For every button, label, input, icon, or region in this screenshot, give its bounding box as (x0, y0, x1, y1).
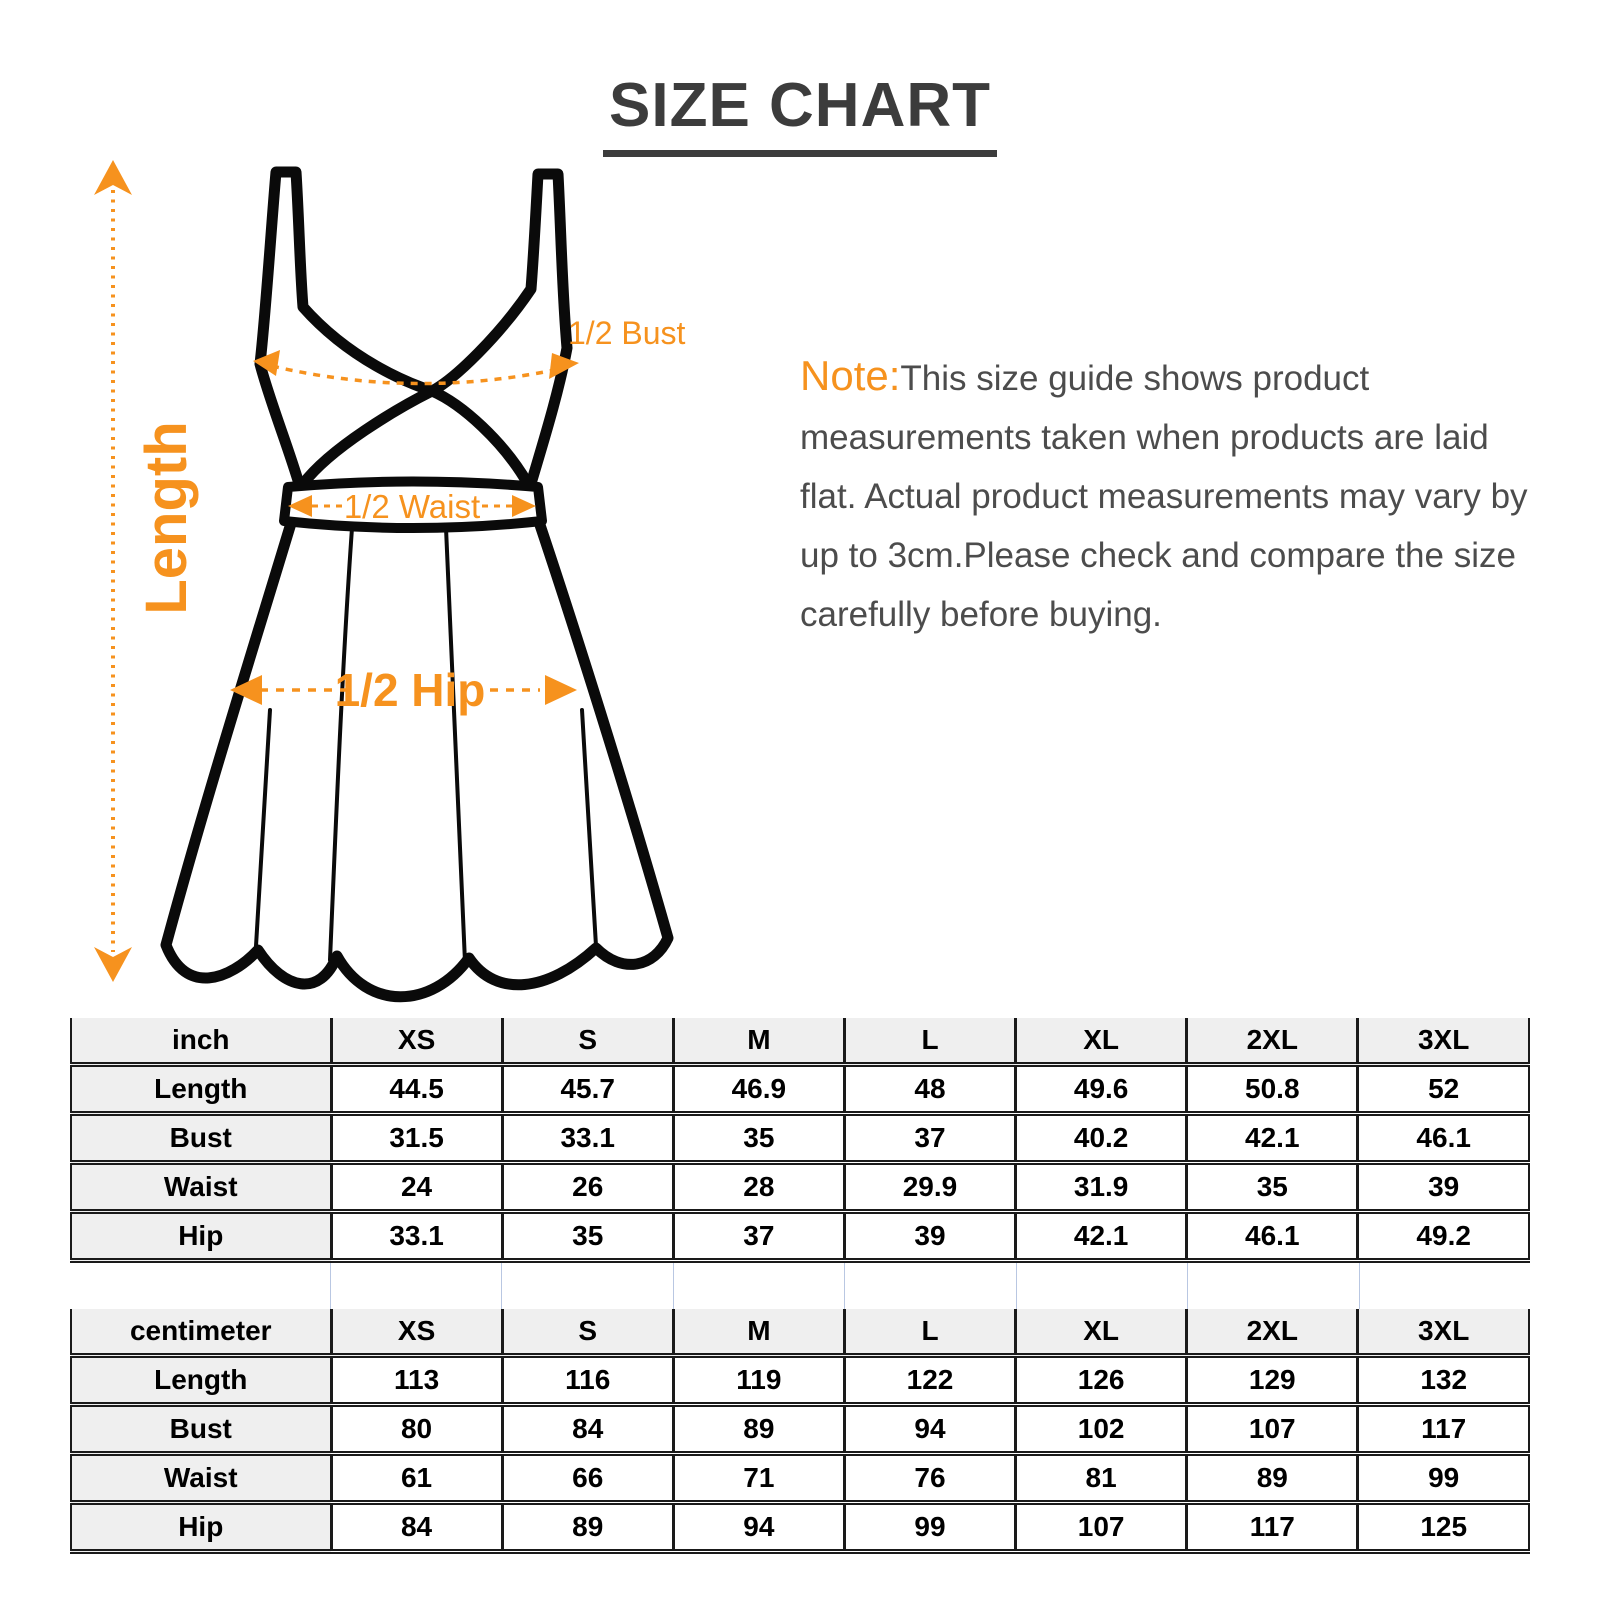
size-value-cell: 89 (673, 1405, 844, 1454)
table-row (71, 1065, 1529, 1114)
size-value-cell: 31.9 (1016, 1163, 1187, 1212)
size-value-cell: 107 (1187, 1405, 1358, 1454)
size-value-cell: 49.2 (1358, 1212, 1529, 1261)
size-column-header: M (673, 1309, 844, 1356)
size-value-cell: 94 (673, 1503, 844, 1552)
size-column-header: 2XL (1187, 1018, 1358, 1065)
gap-cell (1187, 1263, 1358, 1309)
table-row (71, 1356, 1529, 1405)
dress-measurement-diagram (90, 150, 745, 1010)
table-row (71, 1503, 1529, 1552)
gap-cell (1016, 1263, 1187, 1309)
size-value-cell: 33.1 (502, 1114, 673, 1163)
row-label: Bust (71, 1405, 331, 1454)
gap-cell (673, 1263, 844, 1309)
gap-cell (844, 1263, 1015, 1309)
size-value-cell: 94 (844, 1405, 1015, 1454)
row-label: Waist (71, 1454, 331, 1503)
size-value-cell: 102 (1016, 1405, 1187, 1454)
size-value-cell: 84 (331, 1503, 502, 1552)
size-value-cell: 52 (1358, 1065, 1529, 1114)
size-value-cell: 26 (502, 1163, 673, 1212)
size-value-cell: 129 (1187, 1356, 1358, 1405)
size-value-cell: 50.8 (1187, 1065, 1358, 1114)
size-value-cell: 122 (844, 1356, 1015, 1405)
size-value-cell: 84 (502, 1405, 673, 1454)
gap-cell (330, 1263, 501, 1309)
length-label: Length (134, 421, 199, 615)
size-value-cell: 132 (1358, 1356, 1529, 1405)
table-row (71, 1212, 1529, 1261)
unit-header: inch (71, 1018, 331, 1065)
size-value-cell: 80 (331, 1405, 502, 1454)
bust-label: 1/2 Bust (568, 315, 686, 351)
unit-header: centimeter (71, 1309, 331, 1356)
waist-label: 1/2 Waist (343, 488, 481, 525)
size-column-header: 3XL (1358, 1309, 1529, 1356)
note-label: Note: (800, 352, 901, 399)
table-header-row (71, 1309, 1529, 1356)
size-value-cell: 99 (1358, 1454, 1529, 1503)
row-label: Hip (71, 1503, 331, 1552)
size-value-cell: 46.9 (673, 1065, 844, 1114)
hip-label: 1/2 Hip (334, 664, 486, 716)
size-value-cell: 117 (1187, 1503, 1358, 1552)
size-value-cell: 107 (1016, 1503, 1187, 1552)
size-column-header: XL (1016, 1309, 1187, 1356)
size-value-cell: 46.1 (1358, 1114, 1529, 1163)
dress-bodice (260, 172, 567, 487)
size-value-cell: 66 (502, 1454, 673, 1503)
size-value-cell: 33.1 (331, 1212, 502, 1261)
size-value-cell: 37 (673, 1212, 844, 1261)
size-value-cell: 35 (502, 1212, 673, 1261)
size-value-cell: 29.9 (844, 1163, 1015, 1212)
table-row (71, 1454, 1529, 1503)
size-value-cell: 116 (502, 1356, 673, 1405)
length-arrow (94, 160, 132, 982)
gap-cell (501, 1263, 672, 1309)
table-row (71, 1405, 1529, 1454)
table-row (71, 1114, 1529, 1163)
size-value-cell: 31.5 (331, 1114, 502, 1163)
size-value-cell: 89 (502, 1503, 673, 1552)
gap-cell (70, 1263, 330, 1309)
row-label: Waist (71, 1163, 331, 1212)
note-paragraph (800, 346, 1535, 644)
row-label: Hip (71, 1212, 331, 1261)
row-label: Length (71, 1065, 331, 1114)
size-table-centimeter (70, 1309, 1530, 1554)
size-value-cell: 61 (331, 1454, 502, 1503)
size-column-header: XS (331, 1018, 502, 1065)
size-column-header: S (502, 1018, 673, 1065)
size-value-cell: 35 (673, 1114, 844, 1163)
size-value-cell: 42.1 (1016, 1212, 1187, 1261)
size-value-cell: 37 (844, 1114, 1015, 1163)
size-column-header: M (673, 1018, 844, 1065)
size-value-cell: 39 (844, 1212, 1015, 1261)
size-value-cell: 71 (673, 1454, 844, 1503)
size-value-cell: 40.2 (1016, 1114, 1187, 1163)
size-table-inch (70, 1018, 1530, 1263)
size-value-cell: 81 (1016, 1454, 1187, 1503)
note-body: This size guide shows product measurements taken when products are laid flat. Actual product measurements may vary by up to 3cm.Please check and compare the size carefully before buying. (800, 359, 1528, 634)
size-tables (70, 1018, 1530, 1554)
size-column-header: XS (331, 1309, 502, 1356)
row-label: Bust (71, 1114, 331, 1163)
size-column-header: 3XL (1358, 1018, 1529, 1065)
size-column-header: L (844, 1309, 1015, 1356)
size-value-cell: 76 (844, 1454, 1015, 1503)
size-value-cell: 48 (844, 1065, 1015, 1114)
size-value-cell: 35 (1187, 1163, 1358, 1212)
size-value-cell: 49.6 (1016, 1065, 1187, 1114)
row-label: Length (71, 1356, 331, 1405)
size-column-header: XL (1016, 1018, 1187, 1065)
size-value-cell: 99 (844, 1503, 1015, 1552)
page-title-wrap (0, 70, 1600, 157)
size-value-cell: 44.5 (331, 1065, 502, 1114)
size-value-cell: 28 (673, 1163, 844, 1212)
size-value-cell: 24 (331, 1163, 502, 1212)
size-value-cell: 39 (1358, 1163, 1529, 1212)
size-column-header: L (844, 1018, 1015, 1065)
size-value-cell: 45.7 (502, 1065, 673, 1114)
size-value-cell: 126 (1016, 1356, 1187, 1405)
size-value-cell: 113 (331, 1356, 502, 1405)
size-value-cell: 117 (1358, 1405, 1529, 1454)
size-column-header: 2XL (1187, 1309, 1358, 1356)
size-value-cell: 119 (673, 1356, 844, 1405)
page-title: SIZE CHART (603, 70, 997, 157)
size-value-cell: 42.1 (1187, 1114, 1358, 1163)
gap-cell (1359, 1263, 1530, 1309)
size-value-cell: 125 (1358, 1503, 1529, 1552)
size-value-cell: 46.1 (1187, 1212, 1358, 1261)
size-column-header: S (502, 1309, 673, 1356)
size-value-cell: 89 (1187, 1454, 1358, 1503)
table-header-row (71, 1018, 1529, 1065)
table-row (71, 1163, 1529, 1212)
table-gap (70, 1263, 1530, 1309)
